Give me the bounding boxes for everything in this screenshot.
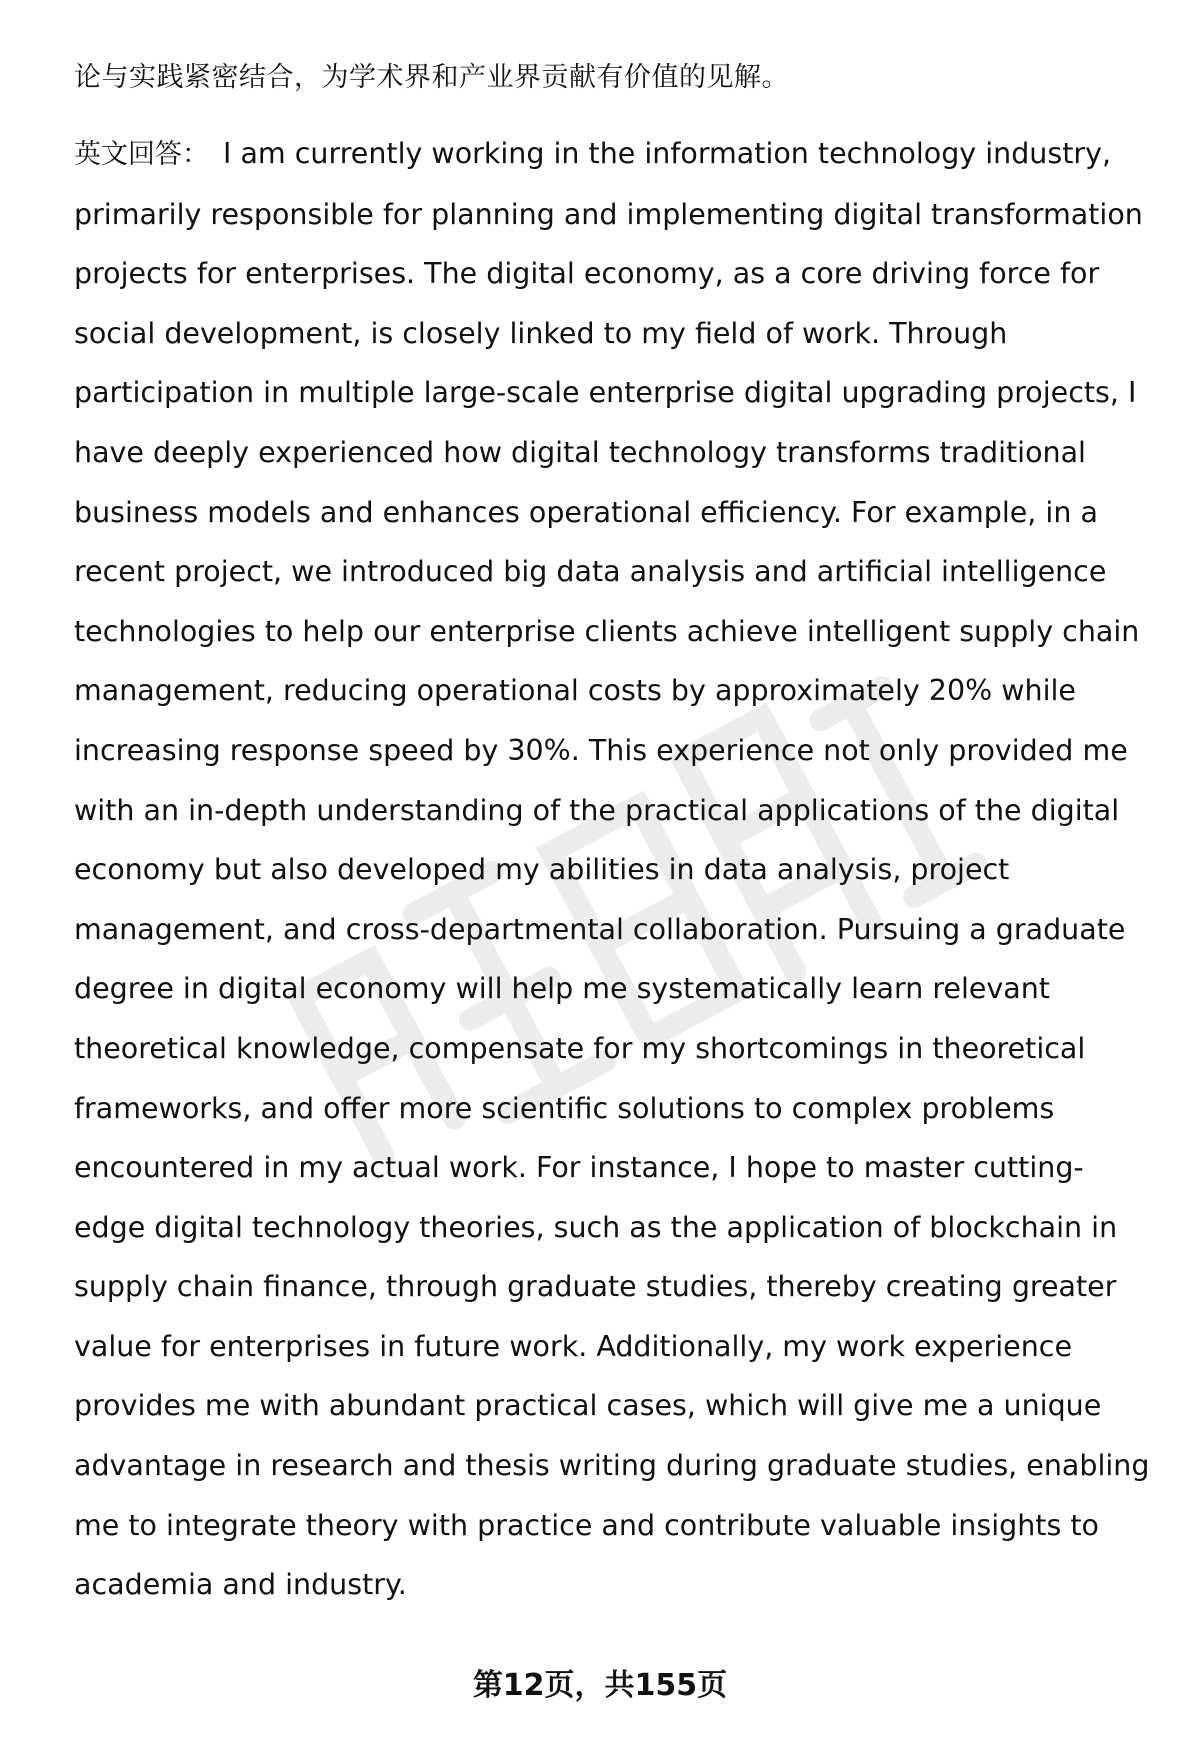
document-body <box>74 48 1154 1615</box>
intro-line: 论与实践紧密结合，为学术界和产业界贡献有价值的见解。 <box>74 62 789 93</box>
answer-text: I am currently working in the information technology industry, primarily responsible for planning and implementing digital transformation projects for enterprises. The digital economy, as a core driving force for social development, is closely linked to my field of work. Through participation in multiple large-scale enterprise digital upgrading projects, I have deeply experienced how digital technology transforms traditional business models and enhances operational efficiency. For example, in a recent project, we introduced big data analysis and artificial intelligence technologies to help our enterprise clients achieve intelligent supply chain management, reducing operational costs by approximately 20% while increasing response speed by 30%. This experience not only provided me with an in-depth understanding of the practical applications of the digital economy but also developed my abilities in data analysis, project management, and cross-departmental collaboration. Pursuing a graduate degree in digital economy will help me systematically learn relevant theoretical knowledge, compensate for my shortcomings in theoretical frameworks, and offer more scientific solutions to complex problems encountered in my actual work. For instance, I hope to master cutting-edge digital technology theories, such as the application of blockchain in supply chain finance, through graduate studies, thereby creating greater value for enterprises in future work. Additionally, my work experience provides me with abundant practical cases, which will give me a unique advantage in research and thesis writing during graduate studies, enabling me to integrate theory with practice and contribute valuable insights to academia and industry. <box>74 137 1150 1602</box>
page-number-footer: 第12页，共155页 <box>472 1668 728 1703</box>
english-answer-paragraph <box>74 124 1154 1615</box>
answer-label: 英文回答： <box>74 139 209 170</box>
